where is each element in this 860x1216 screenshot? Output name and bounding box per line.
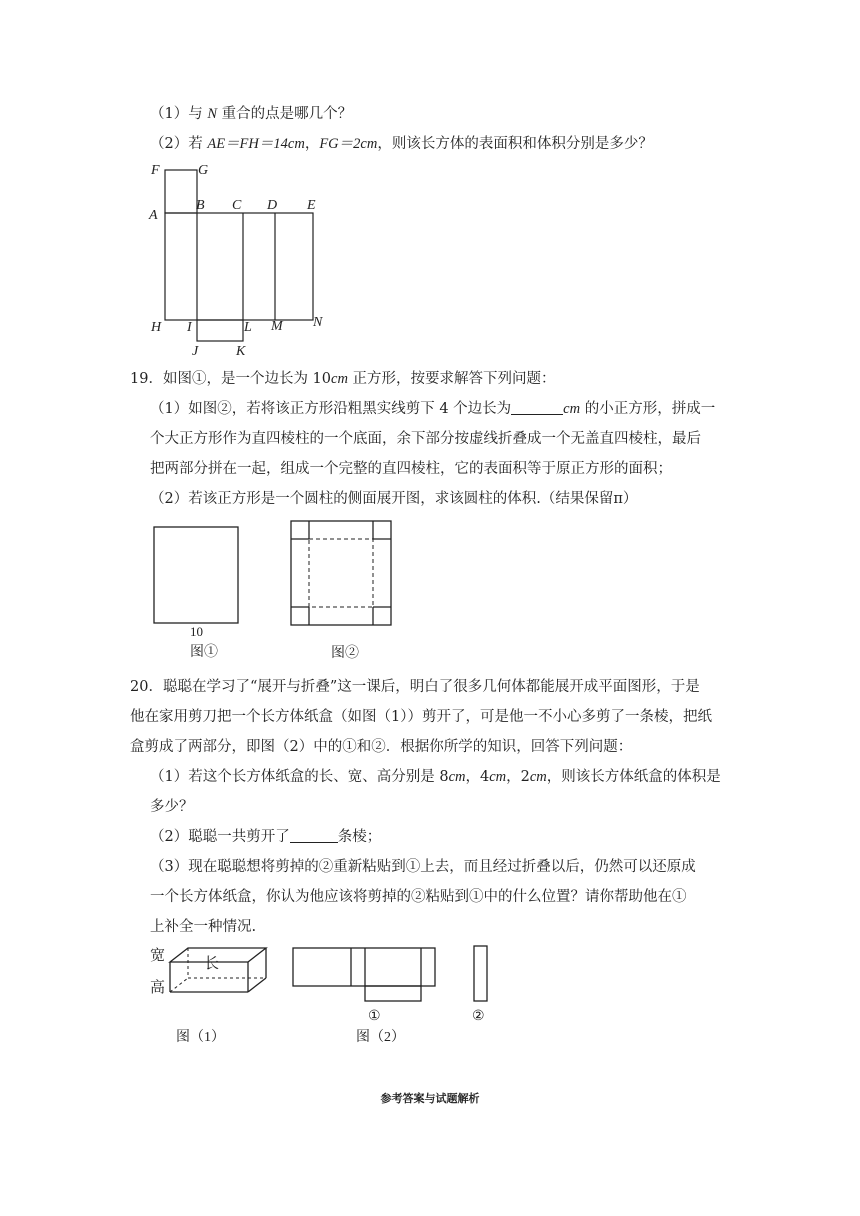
var-n: N [207,106,218,122]
fig-caption-2: 图② [331,646,359,661]
label-k: K [236,344,246,358]
q19-part2: （2）若该正方形是一个圆柱的侧面展开图，求该圆柱的体积.（结果保留π） [150,491,638,507]
square-figure-1 [148,520,248,660]
piece-1-label: ① [368,1009,381,1024]
label-g: G [198,163,209,178]
q20-line1: 20．聪聪在学习了“展开与折叠”这一课后，明白了很多几何体都能展开成平面图形，于是 [130,679,700,695]
label-m: M [271,319,283,334]
q20-part2: （2）聪聪一共剪开了 条棱； [150,829,382,845]
cuboid-net-figure [145,158,345,358]
q20-line3: 盒剪成了两部分，即图（2）中的①和②．根据你所学的知识，回答下列问题： [130,739,633,755]
q18-part1: （1）与 N 重合的点是哪几个？ [150,106,353,122]
fig-caption-1: 图① [190,645,218,660]
box-height-label: 高 [150,980,166,996]
q20-part3-line2: 一个长方体纸盒，你认为他应该将剪掉的②粘贴到①中的什么位置？请你帮助他在① [150,889,687,905]
answer-blank-side[interactable] [511,400,563,415]
square-figure-2 [286,516,396,661]
answer-section-heading: 参考答案与试题解析 [380,1092,480,1105]
cuboid-box-figure [148,940,288,1050]
label-d: D [267,198,278,213]
q19-stem: 19．如图①，是一个边长为 10cm 正方形，按要求解答下列问题： [130,371,556,387]
label-b: B [196,198,205,213]
label-i: I [187,320,192,335]
piece-2 [474,946,487,1001]
label-h: H [151,320,162,335]
q18-part2: （2）若 AE＝FH＝14cm，FG＝2cm，则该长方体的表面积和体积分别是多少？ [150,136,653,152]
q20-part3-line3: 上补全一种情况. [150,919,257,935]
label-c: C [232,198,242,213]
net-bottom-flap [197,320,243,341]
piece-1-flap [365,986,421,1001]
side-length-label: 10 [190,624,203,639]
q19-part1-line3: 把两部分拼在一起，组成一个完整的直四棱柱，它的表面积等于原正方形的面积； [150,461,672,477]
label-e: E [307,198,316,213]
q19-part1-line1: （1）如图②，若将该正方形沿粗黑实线剪下 4 个边长为 cm 的小正方形，拼成一 [150,401,716,417]
net-main-strip [165,213,313,320]
cut-net-figure [288,940,508,1050]
q20-line2: 他在家用剪刀把一个长方体纸盒（如图（1））剪开了，可是他一不小心多剪了一条棱，把纸 [130,709,712,725]
box-width-label: 宽 [150,948,166,964]
fig20-caption-2: 图（2） [356,1030,405,1045]
q19-part1-line2: 个大正方形作为直四棱柱的一个底面，余下部分按虚线折叠成一个无盖直四棱柱，最后 [150,431,701,447]
label-l: L [244,320,252,335]
q20-part1-line2: 多少？ [150,799,194,815]
fig20-caption-1: 图（1） [176,1030,225,1045]
q20-part3-line1: （3）现在聪聪想将剪掉的②重新粘贴到①上去，而且经过折叠以后，仍然可以还原成 [150,859,696,875]
q20-part1-line1: （1）若这个长方体纸盒的长、宽、高分别是 8cm，4cm，2cm，则该长方体纸盒的体积是 [150,769,721,785]
label-a: A [149,208,158,223]
box-length-label: 长 [204,956,220,972]
piece-1-strip [293,948,435,986]
label-f: F [151,163,160,178]
piece-2-label: ② [472,1009,485,1024]
label-n: N [313,315,323,330]
answer-blank-edges[interactable] [290,828,338,843]
label-j: J [192,344,199,358]
net-top-flap [165,170,197,213]
